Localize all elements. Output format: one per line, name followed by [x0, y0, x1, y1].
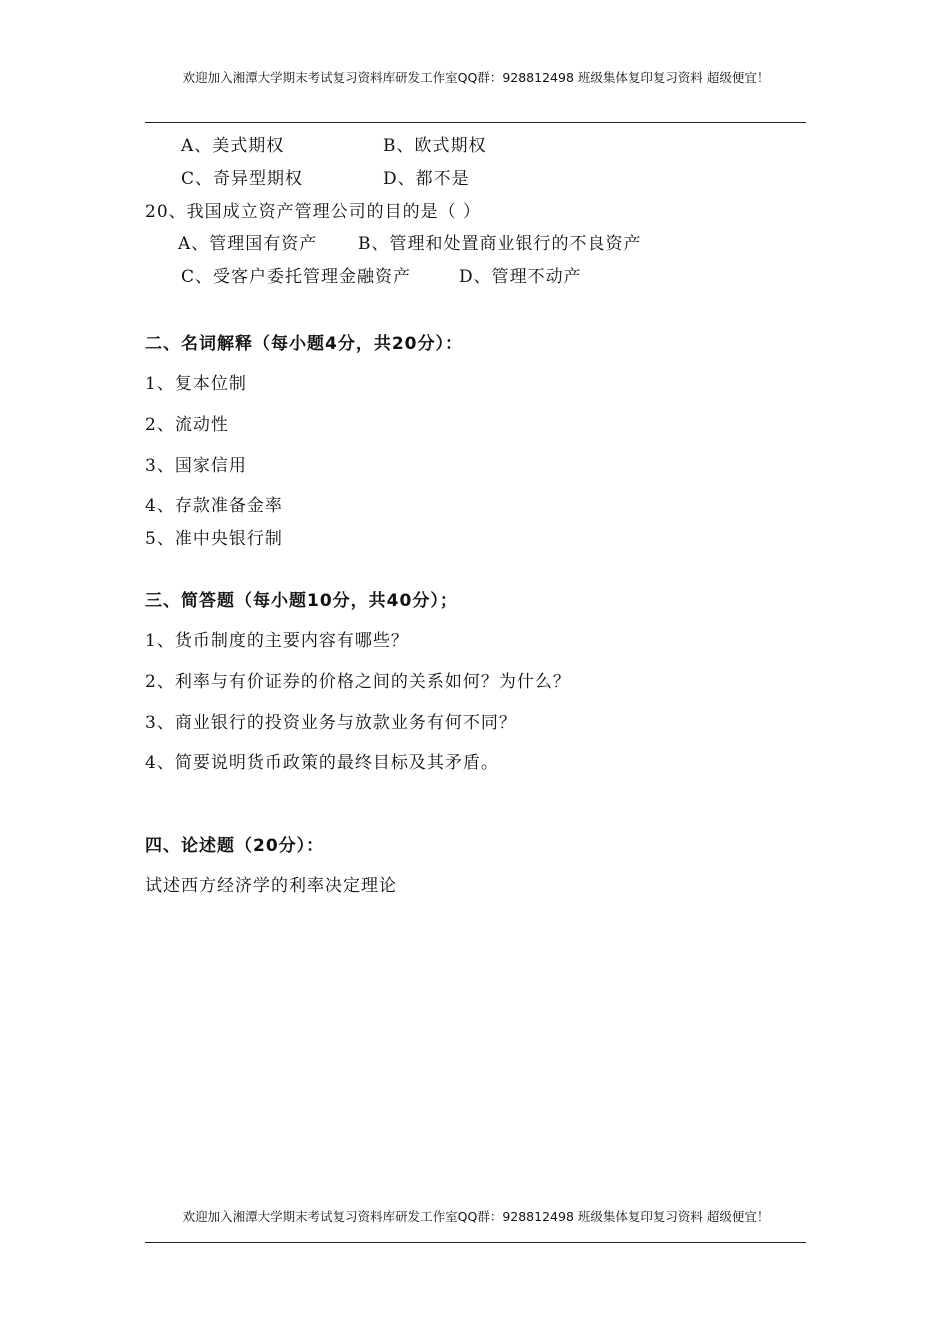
section3-title: 三、简答题（每小题10分，共40分）； — [145, 591, 458, 611]
section2-item: 5、准中央银行制 — [145, 529, 283, 549]
footer-rule — [145, 1242, 806, 1243]
section3-item: 4、简要说明货币政策的最终目标及其矛盾。 — [145, 753, 499, 773]
header-rule — [145, 122, 806, 123]
q20-option-c: C、受客户委托管理金融资产 — [181, 267, 412, 287]
q20-option-d: D、管理不动产 — [459, 267, 582, 287]
page-footer-text: 欢迎加入湘潭大学期末考试复习资料库研发工作室QQ群：928812498 班级集体复印复习资料 超级便宜！ — [182, 1209, 770, 1224]
q19-option-b: B、欧式期权 — [383, 136, 487, 156]
section2-item: 1、复本位制 — [145, 374, 247, 394]
section3-item: 1、货币制度的主要内容有哪些？ — [145, 631, 409, 651]
section2-item: 4、存款准备金率 — [145, 496, 283, 516]
q19-option-d: D、都不是 — [383, 169, 470, 189]
section3-item: 2、利率与有价证券的价格之间的关系如何？为什么？ — [145, 672, 571, 692]
q19-option-c: C、奇异型期权 — [181, 169, 304, 189]
section4-question: 试述西方经济学的利率决定理论 — [145, 876, 397, 896]
q19-option-a: A、美式期权 — [181, 136, 285, 156]
q20-option-a: A、管理国有资产 — [178, 234, 318, 254]
section2-title: 二、名词解释（每小题4分，共20分）： — [145, 334, 463, 354]
q20-option-b: B、管理和处置商业银行的不良资产 — [358, 234, 642, 254]
section4-title: 四、论述题（20分）： — [145, 836, 325, 856]
page-header-text: 欢迎加入湘潭大学期末考试复习资料库研发工作室QQ群：928812498 班级集体复印复习资料 超级便宜！ — [182, 70, 770, 85]
section3-item: 3、商业银行的投资业务与放款业务有何不同？ — [145, 713, 517, 733]
section2-item: 3、国家信用 — [145, 456, 247, 476]
q20-stem: 20、我国成立资产管理公司的目的是（ ） — [145, 202, 482, 222]
section2-item: 2、流动性 — [145, 415, 229, 435]
